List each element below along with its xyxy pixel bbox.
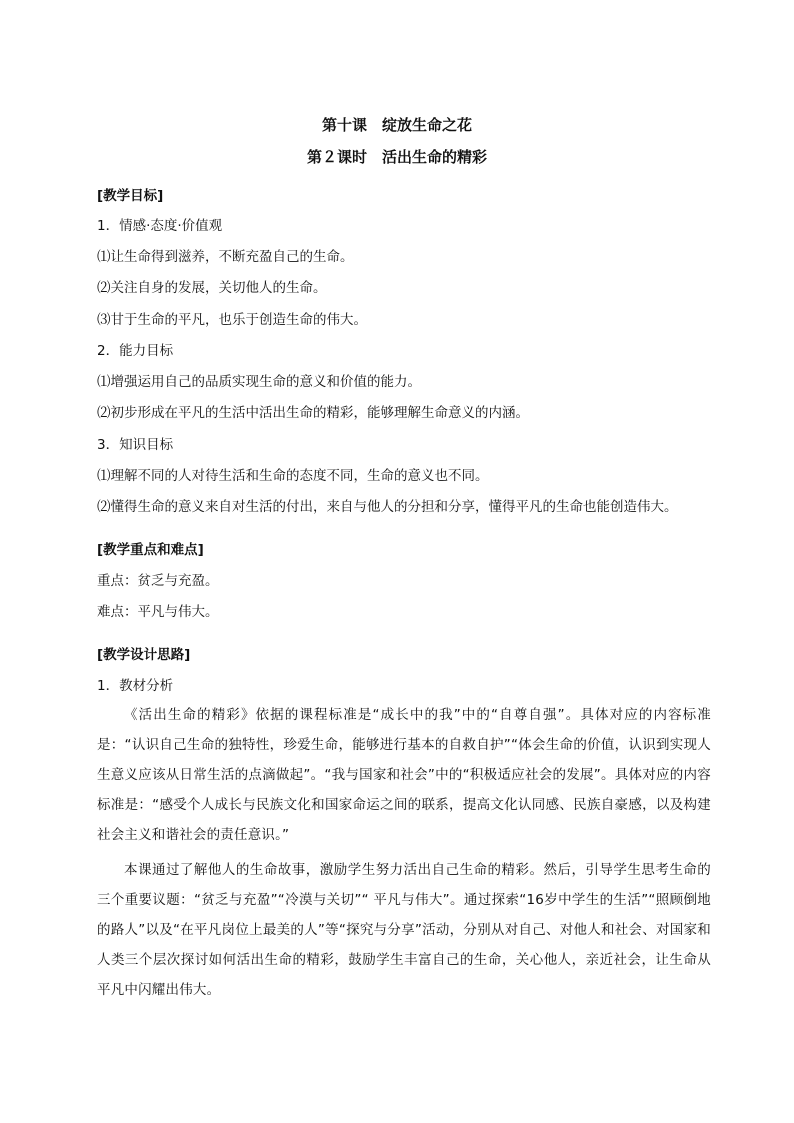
objective-item-3: 3．知识目标 [97,437,174,453]
objectives-heading: [教学目标] [97,188,164,204]
objective-item-2b: ⑵初步形成在平凡的生活中活出生命的精彩，能够理解生命意义的内涵。 [97,405,529,421]
objective-item-1c: ⑶甘于生命的平凡，也乐于创造生命的伟大。 [97,312,367,328]
objective-item-2a: ⑴增强运用自己的品质实现生命的意义和价值的能力。 [97,374,421,390]
objective-item-1a: ⑴让生命得到滋养，不断充盈自己的生命。 [97,249,354,265]
key-points-heading: [教学重点和难点] [97,542,204,558]
design-paragraph-2: 本课通过了解他人的生命故事，激励学生努力活出自己生命的精彩。然后，引导学生思考生命的三个重要议题：“贫乏与充盈”“冷漠与关切”“ 平凡与伟大”。通过探索“16岁中学生的生活”“照顾倒地的路人”以及“在平凡岗位上最美的人”等“探究与分享”活动，分别从对自己、对他人和社会、对国家和人类三个层次探讨如何活出生命的精彩，鼓励学生丰富自己的生命，关心他人，亲近社会，让生命从平凡中闪耀出伟大。 [97,862,711,998]
key-point-difficulty: 难点：平凡与伟大。 [97,604,219,620]
design-paragraph-1: 《活出生命的精彩》依据的课程标准是“成长中的我”中的“自尊自强”。具体对应的内容标准是：“认识自己生命的独特性，珍爱生命，能够进行基本的自救自护”“体会生命的价值，认识到实现人生意义应该从日常生活的点滴做起”。“我与国家和社会”中的“积极适应社会的发展”。具体对应的内容标准是：“感受个人成长与民族文化和国家命运之间的联系，提高文化认同感、民族自豪感，以及构建社会主义和谐社会的责任意识。” [97,707,711,843]
objective-item-1b: ⑵关注自身的发展，关切他人的生命。 [97,280,327,296]
lesson-subtitle: 第２课时 活出生命的精彩 [306,148,487,166]
objective-item-3a: ⑴理解不同的人对待生活和生命的态度不同，生命的意义也不同。 [97,468,489,484]
key-point-focus: 重点：贫乏与充盈。 [97,573,219,589]
design-heading: [教学设计思路] [97,647,191,663]
objective-item-2: 2．能力目标 [97,343,174,359]
objective-item-3b: ⑵懂得生命的意义来自对生活的付出，来自与他人的分担和分享，懂得平凡的生命也能创造伟大。 [97,499,678,515]
objective-item-1: 1．情感·态度·价值观 [97,218,223,234]
design-item-1: 1．教材分析 [97,678,174,694]
lesson-title: 第十课 绽放生命之花 [321,116,472,134]
